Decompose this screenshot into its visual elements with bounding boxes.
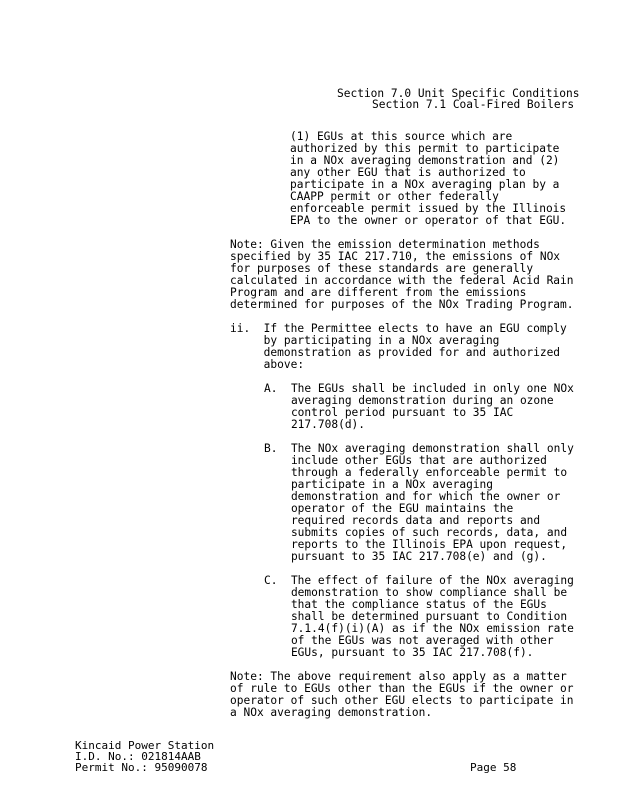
text-line: through a federally enforceable permit to [264,466,568,479]
text-line: 217.708(d). [264,418,366,431]
subsection-heading: Section 7.1 Coal-Fired Boilers [372,98,575,111]
text-line: CAAPP permit or other federally [290,190,499,203]
text-line: ii. If the Permittee elects to have an EGU comply [230,322,567,335]
text-line: by participating in a NOx averaging [230,334,500,347]
text-line: specified by 35 IAC 217.710, the emissions of NOx [230,250,561,263]
text-line: enforceable permit issued by the Illinois [290,202,567,215]
text-line: averaging demonstration during an ozone [264,394,554,407]
page-number: Page 58 [470,761,517,774]
text-line: control period pursuant to 35 IAC [264,406,514,419]
text-line: reports to the Illinois EPA upon request, [264,538,568,551]
text-line: operator of such other EGU elects to participate in [230,694,574,707]
text-line: participate in a NOx averaging [264,478,494,491]
text-line: of rule to EGUs other than the EGUs if the owner or [230,682,574,695]
text-line: operator of the EGU maintains the [264,502,514,515]
text-line: EGUs, pursuant to 35 IAC 217.708(f). [264,646,534,659]
text-line: submits copies of such records, data, and [264,526,568,539]
text-line: required records data and reports and [264,514,541,527]
text-line: for purposes of these standards are generally [230,262,534,275]
text-line: in a NOx averaging demonstration and (2) [290,154,560,167]
text-line: any other EGU that is authorized to [290,166,526,179]
text-line: that the compliance status of the EGUs [264,598,547,611]
text-line: above: [230,358,305,371]
text-line: shall be determined pursuant to Condition [264,610,568,623]
text-line: demonstration to show compliance shall be [264,586,568,599]
text-line: Note: The above requirement also apply as a matter [230,670,567,683]
footer-id-number: I.D. No.: 021814AAB [75,750,201,763]
text-line: EPA to the owner or operator of that EGU. [290,214,567,227]
text-line: A. The EGUs shall be included in only one NOx [264,382,574,395]
text-line: demonstration as provided for and authorized [230,346,561,359]
text-line: participate in a NOx averaging plan by a [290,178,560,191]
text-line: Note: Given the emission determination methods [230,238,540,251]
text-line: authorized by this permit to participate [290,142,560,155]
text-line: (1) EGUs at this source which are [290,130,513,143]
text-line: B. The NOx averaging demonstration shall only [264,442,574,455]
section-heading: Section 7.0 Unit Specific Conditions [337,87,580,100]
text-line: pursuant to 35 IAC 217.708(e) and (g). [264,550,547,563]
text-line: a NOx averaging demonstration. [230,706,433,719]
text-line: C. The effect of failure of the NOx averaging [264,574,574,587]
text-line: include other EGUs that are authorized [264,454,547,467]
text-line: demonstration and for which the owner or [264,490,561,503]
footer-permit-number: Permit No.: 95090078 [75,761,208,774]
text-line: 7.1.4(f)(i)(A) as if the NOx emission rate [264,622,574,635]
text-line: of the EGUs was not averaged with other [264,634,554,647]
text-line: calculated in accordance with the federal Acid Rain [230,274,574,287]
footer-station: Kincaid Power Station [75,739,215,752]
text-line: determined for purposes of the NOx Trading Program. [230,298,574,311]
text-line: Program and are different from the emissions [230,286,527,299]
